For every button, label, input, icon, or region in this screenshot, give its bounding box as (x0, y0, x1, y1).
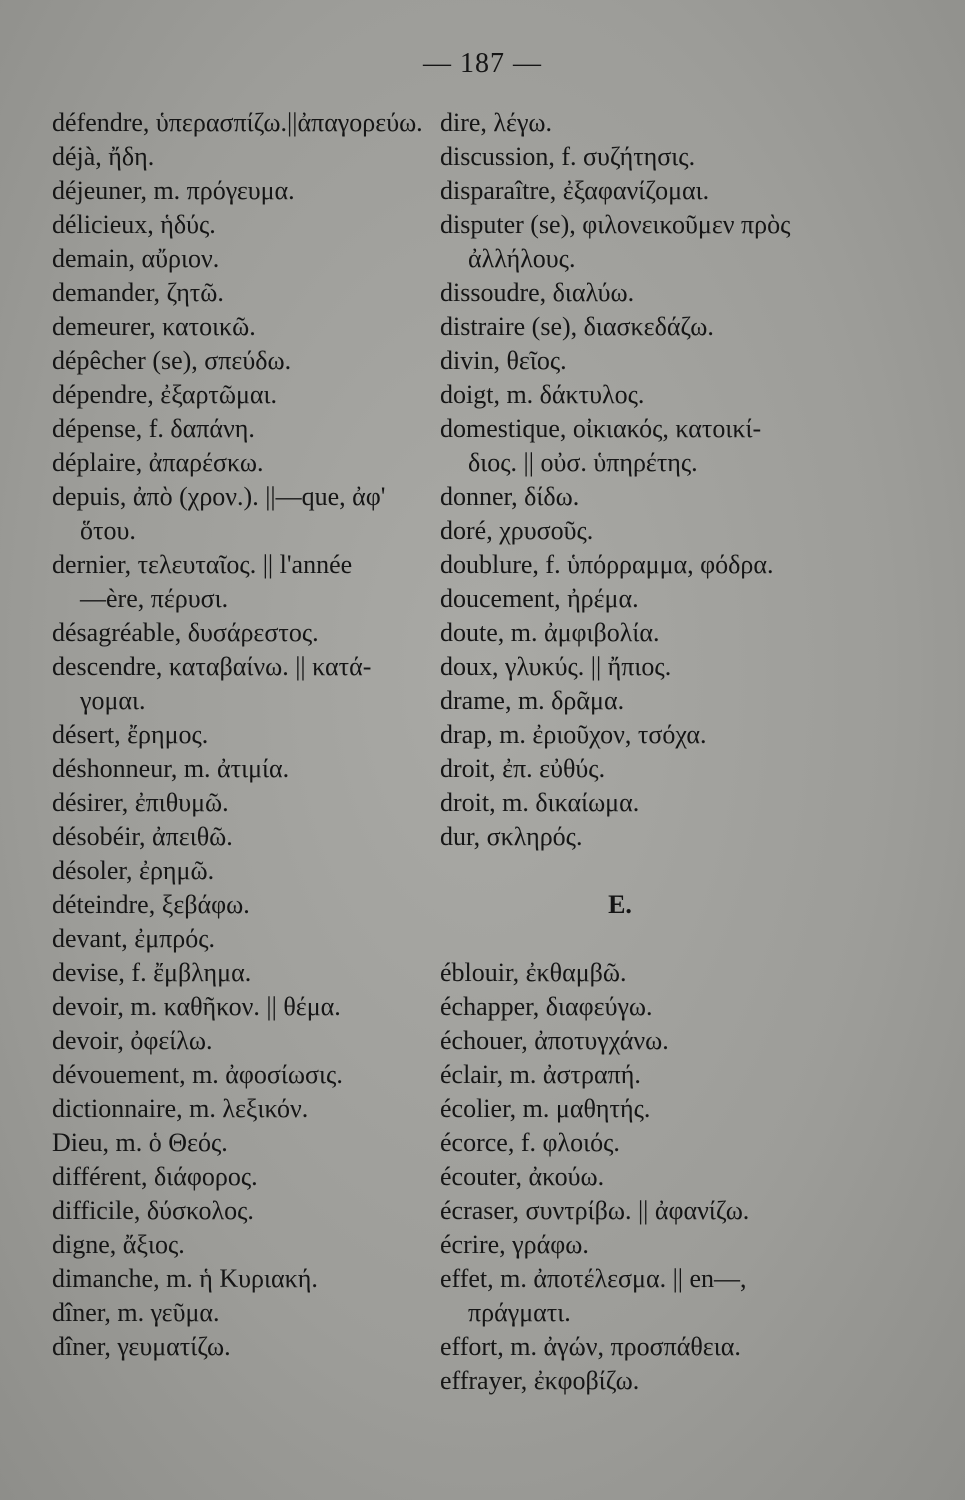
entry: dîner, m. γεῦμα. (52, 1298, 220, 1327)
entry-continuation: ὅτου. (80, 516, 136, 545)
entry: différent, διάφορος. (52, 1162, 258, 1191)
entry: désirer, ἐπιθυμῶ. (52, 788, 229, 817)
entry: effort, m. ἀγών, προσπάθεια. (440, 1332, 741, 1361)
entry: dernier, τελευταῖος. || l'année (52, 550, 353, 579)
entry: éclair, m. ἀστραπή. (440, 1060, 641, 1089)
entry: échouer, ἀποτυγχάνω. (440, 1026, 669, 1055)
entry: effet, m. ἀποτέλεσμα. || en—, (440, 1264, 747, 1293)
entry: écrire, γράφω. (440, 1230, 589, 1259)
entry: dépendre, ἐξαρτῶμαι. (52, 380, 278, 409)
entry-continuation: ἀλλήλους. (468, 244, 576, 273)
entry: dîner, γευματίζω. (52, 1332, 231, 1361)
entry: doute, m. ἀμφιβολία. (440, 618, 660, 647)
entry: distraire (se), διασκεδάζω. (440, 312, 714, 341)
entry: demander, ζητῶ. (52, 278, 224, 307)
entry: délicieux, ἡδύς. (52, 210, 216, 239)
left-column (52, 106, 452, 1364)
entry: devoir, ὀφείλω. (52, 1026, 213, 1055)
entry: droit, m. δικαίωμα. (440, 788, 640, 817)
entry: dictionnaire, m. λεξικόν. (52, 1094, 309, 1123)
entry: doux, γλυκύς. || ἤπιος. (440, 652, 672, 681)
entry: devoir, m. καθῆκον. || θέμα. (52, 992, 341, 1021)
entry: écorce, f. φλοιός. (440, 1128, 620, 1157)
entry: doigt, m. δάκτυλος. (440, 380, 645, 409)
entry: déplaire, ἀπαρέσκω. (52, 448, 264, 477)
section-gap (440, 922, 850, 956)
entry: depuis, ἀπὸ (χρον.). ||—que, ἀφ' (52, 482, 386, 511)
entry: désobéir, ἀπειθῶ. (52, 822, 233, 851)
entry: devant, ἐμπρός. (52, 924, 216, 953)
entry: échapper, διαφεύγω. (440, 992, 653, 1021)
entry: drap, m. ἐριοῦχον, τσόχα. (440, 720, 707, 749)
entry: donner, δίδω. (440, 482, 580, 511)
entry: écraser, συντρίβω. || ἀφανίζω. (440, 1196, 750, 1225)
entry: dépense, f. δαπάνη. (52, 414, 255, 443)
entry: dire, λέγω. (440, 108, 553, 137)
entry: doublure, f. ὑπόρραμμα, φόδρα. (440, 550, 774, 579)
entry: descendre, καταβαίνω. || κατά- (52, 652, 372, 681)
entry: doucement, ἠρέμα. (440, 584, 639, 613)
section-heading: E. (608, 890, 632, 919)
entry: difficile, δύσκολος. (52, 1196, 254, 1225)
entry: dévouement, m. ἀφοσίωσις. (52, 1060, 343, 1089)
entry: drame, m. δρᾶμα. (440, 686, 625, 715)
entry: éblouir, ἐκθαμβῶ. (440, 958, 627, 987)
entry: déjà, ἤδη. (52, 142, 155, 171)
page-number: — 187 — (423, 48, 542, 79)
entry: dimanche, m. ἡ Κυριακή. (52, 1264, 318, 1293)
entry: désoler, ἐρημῶ. (52, 856, 215, 885)
right-column (440, 106, 850, 1398)
entry: demeurer, κατοικῶ. (52, 312, 256, 341)
entry: désert, ἔρημος. (52, 720, 209, 749)
entry: disparaître, ἐξαφανίζομαι. (440, 176, 710, 205)
entry: divin, θεῖος. (440, 346, 567, 375)
entry: domestique, οἰκιακός, κατοικί- (440, 414, 762, 443)
entry-continuation: —ère, πέρυσι. (80, 584, 229, 613)
entry-continuation: πράγματι. (468, 1298, 571, 1327)
entry: dissoudre, διαλύω. (440, 278, 635, 307)
entry-continuation: γομαι. (80, 686, 146, 715)
entry: dépêcher (se), σπεύδω. (52, 346, 292, 375)
entry: demain, αὔριον. (52, 244, 220, 273)
entry: digne, ἄξιος. (52, 1230, 185, 1259)
entry: écouter, ἀκούω. (440, 1162, 605, 1191)
section-gap (440, 854, 850, 888)
entry: déshonneur, m. ἀτιμία. (52, 754, 290, 783)
entry: dur, σκληρός. (440, 822, 583, 851)
entry: disputer (se), φιλονεικοῦμεν πρὸς (440, 210, 791, 239)
entry: droit, ἐπ. εὐθύς. (440, 754, 606, 783)
entry: désagréable, δυσάρεστος. (52, 618, 319, 647)
entry: écolier, m. μαθητής. (440, 1094, 651, 1123)
entry: effrayer, ἐκφοβίζω. (440, 1366, 640, 1395)
entry: discussion, f. συζήτησις. (440, 142, 696, 171)
entry: défendre, ὑπερασπίζω.||ἀπαγορεύω. (52, 108, 423, 137)
entry: déteindre, ξεβάφω. (52, 890, 250, 919)
entry: doré, χρυσοῦς. (440, 516, 594, 545)
entry: déjeuner, m. πρόγευμα. (52, 176, 295, 205)
entry: devise, f. ἔμβλημα. (52, 958, 252, 987)
entry-continuation: διος. || οὐσ. ὑπηρέτης. (468, 448, 698, 477)
entry: Dieu, m. ὁ Θεός. (52, 1128, 228, 1157)
